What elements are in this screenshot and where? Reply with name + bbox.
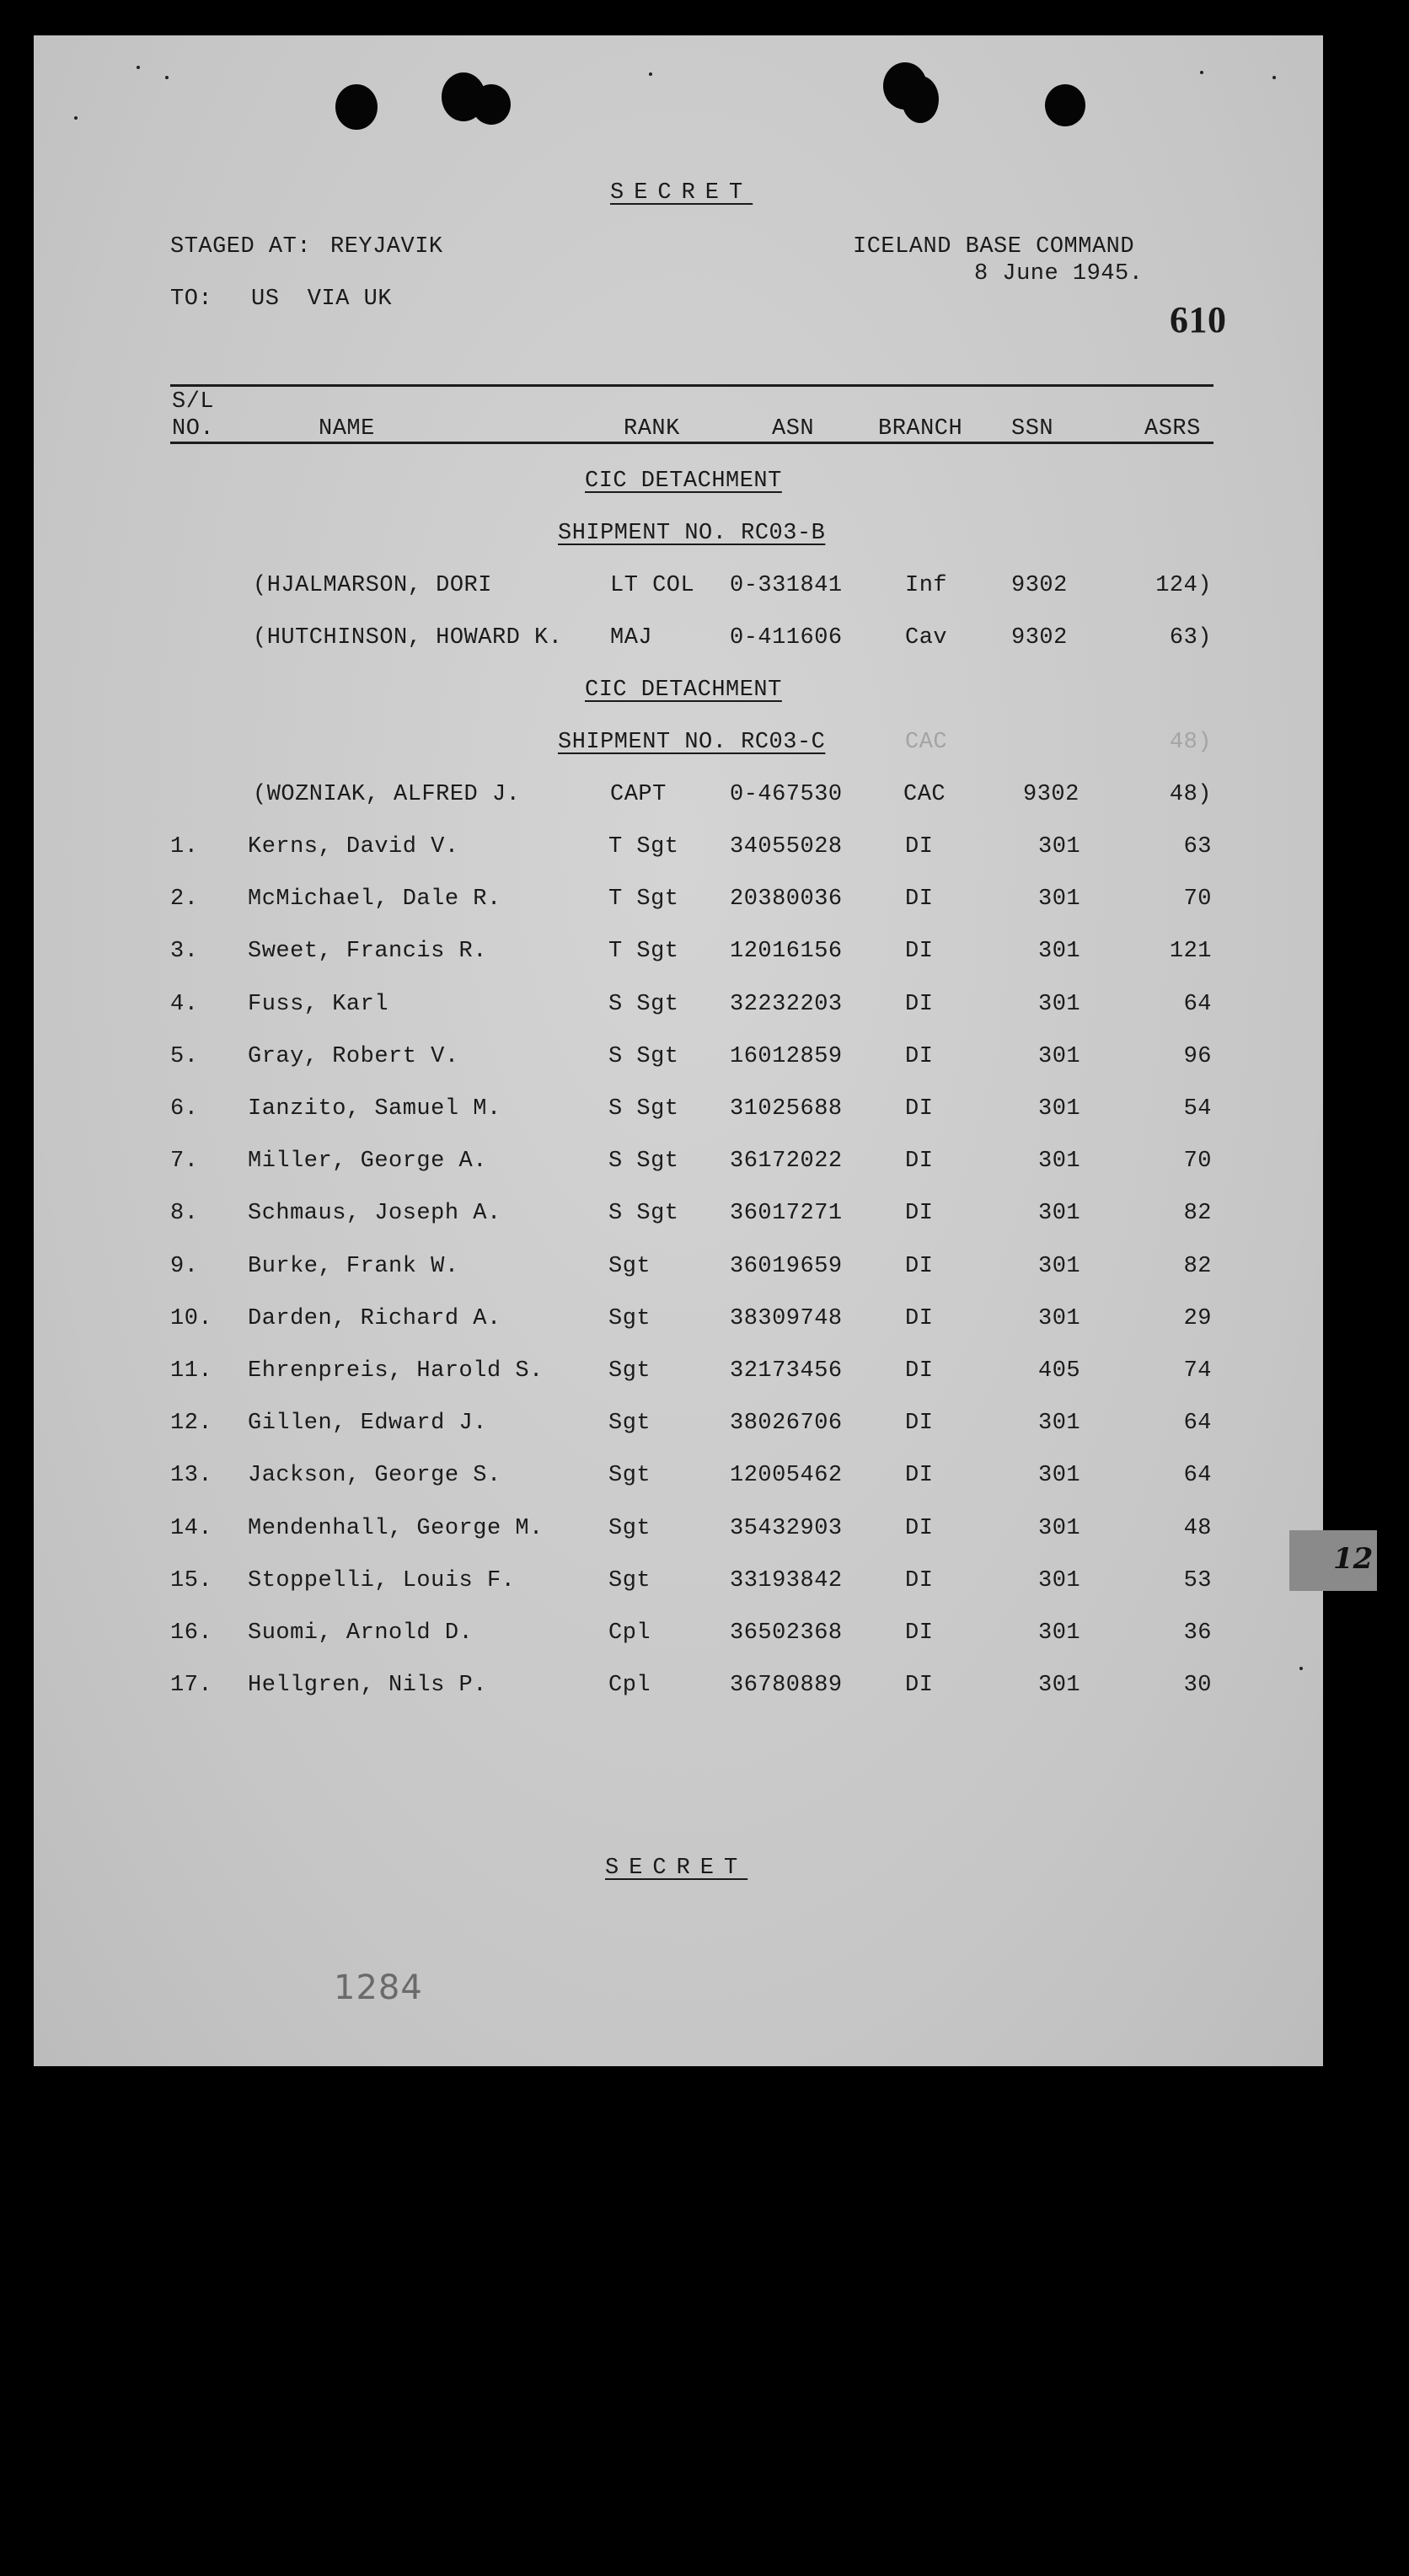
row-ssn: 301	[1038, 1044, 1081, 1069]
row-branch: DI	[905, 1358, 934, 1384]
row-branch: DI	[905, 1620, 934, 1646]
officer-rank: CAPT	[610, 782, 667, 807]
row-asn: 16012859	[730, 1044, 843, 1069]
speck	[74, 116, 78, 120]
row-number: 5.	[170, 1044, 199, 1069]
row-asn: 36780889	[730, 1673, 843, 1698]
row-name: Darden, Richard A.	[248, 1306, 501, 1331]
speck	[649, 72, 652, 76]
column-rank: RANK	[624, 416, 680, 442]
detachment-heading-2: CIC DETACHMENT	[585, 677, 782, 703]
row-name: Jackson, George S.	[248, 1463, 501, 1488]
officer-branch: Inf	[905, 573, 948, 598]
row-number: 15.	[170, 1568, 213, 1593]
officer-ssn: 9302	[1011, 625, 1068, 651]
officer-branch: CAC	[903, 782, 946, 807]
row-branch: DI	[905, 1673, 934, 1698]
row-name: Sweet, Francis R.	[248, 939, 487, 964]
row-asrs: 82	[1183, 1201, 1212, 1226]
row-branch: DI	[905, 1201, 934, 1226]
row-asn: 38026706	[730, 1411, 843, 1436]
column-asrs: ASRS	[1144, 416, 1201, 442]
row-rank: S Sgt	[608, 1149, 679, 1174]
row-asrs: 48	[1183, 1516, 1212, 1541]
column-name: NAME	[319, 416, 375, 442]
row-number: 17.	[170, 1673, 213, 1698]
row-rank: T Sgt	[608, 939, 679, 964]
row-number: 1.	[170, 834, 199, 860]
row-branch: DI	[905, 992, 934, 1017]
ghost-asrs: 48)	[1169, 730, 1212, 755]
row-number: 10.	[170, 1306, 213, 1331]
row-asrs: 64	[1183, 1463, 1212, 1488]
row-number: 16.	[170, 1620, 213, 1646]
row-asrs: 82	[1183, 1254, 1212, 1279]
row-rank: Cpl	[608, 1673, 651, 1698]
row-branch: DI	[905, 1306, 934, 1331]
margin-tab-label: 12	[1333, 1542, 1374, 1576]
row-rank: Sgt	[608, 1516, 651, 1541]
column-branch: BRANCH	[878, 416, 963, 442]
row-asn: 31025688	[730, 1096, 843, 1122]
row-name: Kerns, David V.	[248, 834, 459, 860]
header-rule-top	[170, 384, 1213, 387]
speck	[1299, 1667, 1303, 1670]
row-asrs: 54	[1183, 1096, 1212, 1122]
row-ssn: 301	[1038, 1254, 1081, 1279]
row-name: Gillen, Edward J.	[248, 1411, 487, 1436]
row-asn: 12016156	[730, 939, 843, 964]
column-asn: ASN	[772, 416, 815, 442]
row-asrs: 63	[1183, 834, 1212, 860]
row-ssn: 301	[1038, 1516, 1081, 1541]
row-number: 3.	[170, 939, 199, 964]
row-ssn: 301	[1038, 1306, 1081, 1331]
row-branch: DI	[905, 939, 934, 964]
row-asrs: 29	[1183, 1306, 1212, 1331]
officer-name: (WOZNIAK, ALFRED J.	[253, 782, 521, 807]
column-sl-top: S/L	[172, 389, 215, 415]
row-name: Suomi, Arnold D.	[248, 1620, 474, 1646]
row-ssn: 301	[1038, 886, 1081, 912]
header-rule-bottom	[170, 442, 1213, 444]
row-ssn: 301	[1038, 1411, 1081, 1436]
row-asn: 32232203	[730, 992, 843, 1017]
row-branch: DI	[905, 1096, 934, 1122]
row-ssn: 301	[1038, 1096, 1081, 1122]
row-name: McMichael, Dale R.	[248, 886, 501, 912]
command-name: ICELAND BASE COMMAND	[853, 234, 1135, 260]
row-branch: DI	[905, 1411, 934, 1436]
officer-ssn: 9302	[1011, 573, 1068, 598]
row-asn: 20380036	[730, 886, 843, 912]
row-number: 7.	[170, 1149, 199, 1174]
row-branch: DI	[905, 1044, 934, 1069]
row-ssn: 301	[1038, 1201, 1081, 1226]
page-number: 610	[1170, 299, 1227, 340]
row-ssn: 301	[1038, 1568, 1081, 1593]
row-name: Mendenhall, George M.	[248, 1516, 544, 1541]
row-asrs: 36	[1183, 1620, 1212, 1646]
row-name: Ehrenpreis, Harold S.	[248, 1358, 544, 1384]
row-asrs: 30	[1183, 1673, 1212, 1698]
row-rank: T Sgt	[608, 834, 679, 860]
row-asn: 33193842	[730, 1568, 843, 1593]
row-ssn: 301	[1038, 1673, 1081, 1698]
row-number: 12.	[170, 1411, 213, 1436]
row-rank: S Sgt	[608, 1096, 679, 1122]
row-asn: 35432903	[730, 1516, 843, 1541]
row-rank: Sgt	[608, 1306, 651, 1331]
row-branch: DI	[905, 886, 934, 912]
document-date: 8 June 1945.	[974, 261, 1144, 287]
row-rank: T Sgt	[608, 886, 679, 912]
row-asn: 38309748	[730, 1306, 843, 1331]
row-ssn: 301	[1038, 939, 1081, 964]
row-rank: S Sgt	[608, 1044, 679, 1069]
row-number: 2.	[170, 886, 199, 912]
row-branch: DI	[905, 1463, 934, 1488]
column-ssn: SSN	[1011, 416, 1054, 442]
officer-asrs: 48)	[1169, 782, 1212, 807]
row-number: 6.	[170, 1096, 199, 1122]
margin-tab	[1289, 1530, 1377, 1591]
row-ssn: 301	[1038, 992, 1081, 1017]
row-ssn: 301	[1038, 1620, 1081, 1646]
officer-branch: Cav	[905, 625, 948, 651]
officer-rank: LT COL	[610, 573, 695, 598]
punch-hole	[335, 84, 378, 130]
punch-hole	[902, 76, 939, 123]
row-name: Gray, Robert V.	[248, 1044, 459, 1069]
ghost-branch: CAC	[905, 730, 948, 755]
row-number: 9.	[170, 1254, 199, 1279]
officer-name: (HUTCHINSON, HOWARD K.	[253, 625, 563, 651]
row-number: 4.	[170, 992, 199, 1017]
row-asrs: 96	[1183, 1044, 1212, 1069]
row-asn: 32173456	[730, 1358, 843, 1384]
row-asrs: 70	[1183, 886, 1212, 912]
row-branch: DI	[905, 834, 934, 860]
shipment-heading-2: SHIPMENT NO. RC03-C	[558, 730, 826, 755]
row-name: Miller, George A.	[248, 1149, 487, 1174]
row-asrs: 53	[1183, 1568, 1212, 1593]
staged-at-value: REYJAVIK	[330, 234, 443, 260]
officer-name: (HJALMARSON, DORI	[253, 573, 492, 598]
speck	[1200, 71, 1203, 74]
speck	[137, 66, 140, 69]
officer-asn: 0-411606	[730, 625, 843, 651]
row-rank: Sgt	[608, 1254, 651, 1279]
officer-ssn: 9302	[1023, 782, 1080, 807]
row-asn: 36019659	[730, 1254, 843, 1279]
row-asrs: 64	[1183, 992, 1212, 1017]
row-rank: Sgt	[608, 1358, 651, 1384]
row-asn: 36172022	[730, 1149, 843, 1174]
row-number: 13.	[170, 1463, 213, 1488]
officer-asrs: 63)	[1169, 625, 1212, 651]
row-branch: DI	[905, 1149, 934, 1174]
row-name: Hellgren, Nils P.	[248, 1673, 487, 1698]
row-branch: DI	[905, 1516, 934, 1541]
row-asrs: 121	[1169, 939, 1212, 964]
officer-asrs: 124)	[1155, 573, 1212, 598]
row-ssn: 301	[1038, 1463, 1081, 1488]
row-rank: Sgt	[608, 1568, 651, 1593]
officer-asn: 0-467530	[730, 782, 843, 807]
officer-rank: MAJ	[610, 625, 653, 651]
row-name: Ianzito, Samuel M.	[248, 1096, 501, 1122]
row-ssn: 405	[1038, 1358, 1081, 1384]
row-name: Burke, Frank W.	[248, 1254, 459, 1279]
row-asn: 36502368	[730, 1620, 843, 1646]
row-name: Fuss, Karl	[248, 992, 389, 1017]
row-rank: S Sgt	[608, 1201, 679, 1226]
row-number: 11.	[170, 1358, 213, 1384]
row-ssn: 301	[1038, 1149, 1081, 1174]
row-name: Stoppelli, Louis F.	[248, 1568, 516, 1593]
row-asn: 34055028	[730, 834, 843, 860]
speck	[1272, 76, 1276, 79]
officer-asn: 0-331841	[730, 573, 843, 598]
row-asrs: 70	[1183, 1149, 1212, 1174]
row-branch: DI	[905, 1254, 934, 1279]
row-asrs: 74	[1183, 1358, 1212, 1384]
row-rank: Sgt	[608, 1411, 651, 1436]
shipment-heading-1: SHIPMENT NO. RC03-B	[558, 521, 826, 546]
row-ssn: 301	[1038, 834, 1081, 860]
detachment-heading-1: CIC DETACHMENT	[585, 469, 782, 494]
row-rank: Cpl	[608, 1620, 651, 1646]
secret-heading-top: SECRET	[610, 180, 753, 206]
column-sl-bottom: NO.	[172, 416, 215, 442]
speck	[165, 76, 169, 79]
to-label: TO:	[170, 287, 213, 312]
row-branch: DI	[905, 1568, 934, 1593]
row-rank: Sgt	[608, 1463, 651, 1488]
row-number: 8.	[170, 1201, 199, 1226]
row-asn: 12005462	[730, 1463, 843, 1488]
staged-at-label: STAGED AT:	[170, 234, 312, 260]
row-rank: S Sgt	[608, 992, 679, 1017]
secret-heading-bottom: SECRET	[605, 1856, 748, 1881]
row-name: Schmaus, Joseph A.	[248, 1201, 501, 1226]
row-number: 14.	[170, 1516, 213, 1541]
row-asrs: 64	[1183, 1411, 1212, 1436]
punch-hole	[1045, 84, 1085, 126]
to-value: US VIA UK	[251, 287, 393, 312]
row-asn: 36017271	[730, 1201, 843, 1226]
punch-hole	[472, 84, 511, 125]
stamp-number: 1284	[334, 1968, 423, 2007]
